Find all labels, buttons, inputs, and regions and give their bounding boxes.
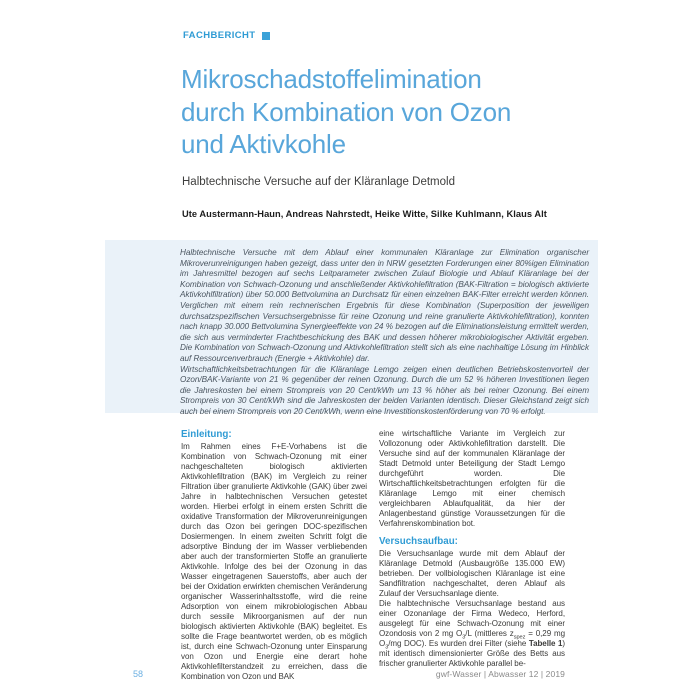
setup-paragraph-1: Die Versuchsanlage wurde mit dem Ablauf der Kläranlage Detmold (Ausbaugröße 135.000 EW) betrieben. Der vollbiologischen Kläranlage ist eine Sandfiltration nachgeschaltet, deren Ablauf als Zulauf der Versuchsanlage diente. xyxy=(379,549,565,598)
body-columns xyxy=(181,429,565,682)
intro-paragraph-continued: eine wirtschaftliche Variante im Vergleich zur Vollozonung oder Aktivkohlefiltration darstellt. Die Versuche sind auf der kommunalen Kläranlage der Stadt Detmold unter Beteiligung der Stadt Lemgo durchgeführt worden. Die Wirtschaftlichkeitsbetrachtungen erfolgten für die Kläranlage Lemgo mit einer chemisch vergleichbaren Ablaufqualität, da hier der Anlagenbestand günstige Voraussetzungen für die Verfahrenskombination bot. xyxy=(379,429,565,528)
kicker-square-icon xyxy=(262,32,270,40)
abstract-paragraph-2: Wirtschaftlichkeitsbetrachtungen für die Kläranlage Lemgo zeigen einen deutlichen Betriebskostenvorteil der Ozon/BAK-Variante von 21 % gegenüber der reinen Ozonung. Durch die um 52 % höheren Investitionen liegen die Jahreskosten bei einem Strompreis von 20 Cent/kWh um 13 % höher als bei reiner Ozonung. Bei einem Strompreis von 30 Cent/kWh sind die Jahreskosten der beiden Varianten identisch. Dieser Gleichstand zeigt sich auch bei einem Strompreis von 20 Cent/kWh, wenn eine Investitionskostenförderung von 70 % erfolgt. xyxy=(180,364,589,416)
article-subtitle: Halbtechnische Versuche auf der Kläranlage Detmold xyxy=(182,176,455,188)
title-line: durch Kombination von Ozon xyxy=(181,96,512,127)
heading-versuchsaufbau: Versuchsaufbau: xyxy=(379,536,458,547)
heading-einleitung: Einleitung: xyxy=(181,429,232,440)
abstract-box xyxy=(105,240,598,416)
right-column xyxy=(379,429,565,682)
intro-paragraph: Im Rahmen eines F+E-Vorhabens ist die Kombination von Schwach-Ozonung mit einer nachgeschalteten biologisch aktivierten Aktivkohlefiltration (BAK) im Vergleich zu reiner Filtration über granulierte Aktivkohle (GAK) über zwei Jahre in halbtechnischen Versuchen getestet worden. Hierbei erfolgt in einem ersten Schritt die oxidative Transformation der Mikroverunreinigungen durch das Ozon bei geringen DOC-spezifischen Dosiermengen. In einem zweiten Schritt folgt die adsorptive Bindung der im Wasser verbliebenden aber auch der transformierten Stoffe an granulierte Aktivkohle. Infolge des bei der Ozonung in das Wasser eingetragenen Sauerstoffs, aber auch der bei der Oxidation erwirkten chemischen Veränderung organischer Wasserinhaltsstoffe, wird die reine Adsorption von einem mikrobiologischen Abbau durch sessile Mikroorganismen auf der nun biologisch aktivierten Aktivkohle (BAK) begleitet. Es sollte die Frage beantwortet werden, ob es möglich ist, durch eine Schwach-Ozonung unter Einsparung von Ozon und Energie eine derart hohe Aktivkohlefilterstandzeit zu erreichen, dass die Kombination von Ozon und BAK xyxy=(181,442,367,681)
kicker-label: FACHBERICHT xyxy=(183,30,256,41)
title-line: Mikroschadstoffelimination xyxy=(181,64,482,94)
page-number: 58 xyxy=(133,669,144,679)
setup-paragraph-2: Die halbtechnische Versuchsanlage bestand aus einer Ozonanlage der Firma Wedeco, Herford, ausgelegt für eine Schwach-Ozonung mit einer Ozondosis von 2 mg $O_3/L$ (mittleres $z_{spez} = 0,29$ mg $O_3/mg$ DOC). Es wurden drei Filter (siehe Tabelle 1) mit identisch dimensionierter Größe des Betts aus frischer granulierter Aktivkohle parallel be- xyxy=(379,599,566,668)
journal-reference: gwf-Wasser | Abwasser 12 | 2019 xyxy=(435,669,565,679)
section-kicker xyxy=(183,30,270,41)
title-line: und Aktivkohle xyxy=(181,129,346,159)
abstract-paragraph-1: Halbtechnische Versuche mit dem Ablauf einer kommunalen Kläranlage zur Elimination organischer Mikroverunreinigungen haben gezeigt, dass unter den in NRW gesetzten Forderungen einer 80%igen Elimination im Jahresmittel bezogen auf sechs Leitparameter zwischen Zulauf Biologie und Ablauf Kläranlage bei der Kombination von Schwach-Ozonung und anschließender Aktivkohlefiltration (BAK-Filtration = biologisch aktivierte Aktivkohlfiltration) über 50.000 Bettvolumina an Durchsatz für einen einzelnen BAK-Filter erreicht werden können. Verglichen mit einem rein rechnerischen Ergebnis für diese Kombination (Superposition der jeweiligen durchsatzspezifischen Versuchsergebnisse für reine Ozonung und reine granulierte Aktivkohlefiltration), konnten nach knapp 30.000 Bettvolumina Synergieeffekte von 24 % bezogen auf die Eliminationsleistung ermittelt werden, die sich aus verminderter Frachtbeschickung des BAK und dessen höherer mikrobiologischer Aktivität ergeben. Die Kombination von Schwach-Ozonung und Aktivkohlefiltration stellt sich als eine nachhaltige Lösung im Hinblick auf Ressourcenverbrauch (Energie + Aktivkohle) dar. xyxy=(180,248,589,363)
article-title xyxy=(181,63,581,161)
left-column xyxy=(181,429,367,682)
authors-line: Ute Austermann-Haun, Andreas Nahrstedt, Heike Witte, Silke Kuhlmann, Klaus Alt xyxy=(182,209,547,219)
